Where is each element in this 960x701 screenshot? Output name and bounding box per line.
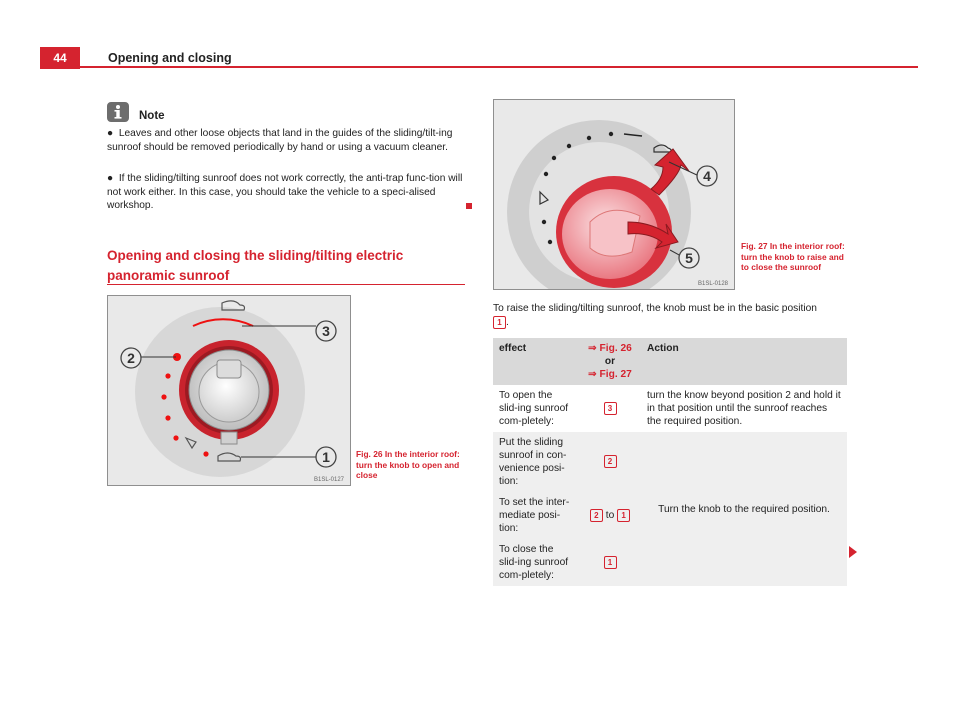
table-row [493, 432, 847, 492]
sunroof-operations-table [493, 338, 847, 586]
row-position [579, 539, 641, 586]
position-badge: 2 [604, 455, 617, 468]
section-title: Opening and closing the sliding/tilting electric panoramic sunroof [107, 248, 404, 283]
figure-27-knob-illustration [493, 99, 735, 290]
position-badge: 3 [604, 402, 617, 415]
fig27-reference-link[interactable]: ⇒ Fig. 27 [588, 369, 632, 380]
header-or: or [604, 356, 616, 367]
row-position [579, 432, 641, 492]
position-badge: 1 [604, 556, 617, 569]
section-rule [107, 284, 465, 285]
bullet-marker: ● [107, 128, 114, 139]
note-bullet-text: If the sliding/tilting sunroof does not work correctly, the anti-trap func-tion will not work either. In this case, you should take the vehicle to a speci-alised workshop. [107, 173, 463, 212]
callout-3: 3 [322, 323, 330, 339]
row-effect: To open the slid-ing sunroof com-pletely: [493, 385, 579, 432]
position-badge: 2 [590, 509, 603, 522]
table-header-row [493, 338, 847, 385]
figure-code: B1SL-0128 [698, 281, 729, 287]
fig26-reference-link[interactable]: ⇒ Fig. 26 [588, 343, 632, 354]
end-of-section-square-icon [466, 203, 472, 209]
callout-5: 5 [685, 250, 693, 266]
figure-code: B1SL-0127 [314, 477, 345, 483]
page-number: 44 [40, 47, 80, 69]
position-badge: 1 [493, 316, 506, 329]
note-bullet [107, 127, 465, 154]
figure-26-caption: Fig. 26 In the interior roof: turn the knob to open and close [356, 449, 460, 480]
row-effect: To set the inter-mediate posi-tion: [493, 492, 579, 539]
callout-4: 4 [703, 168, 711, 184]
position-badge: 1 [617, 509, 630, 522]
note-title: Note [139, 110, 165, 122]
header-rule [40, 66, 918, 68]
merged-action: Turn the knob to the required position. [641, 432, 847, 586]
intro-end: . [506, 316, 509, 328]
info-note-icon [107, 102, 129, 122]
header-action: Action [641, 338, 847, 385]
continue-arrow-icon [849, 546, 857, 558]
note-bullet-text: Leaves and other loose objects that land in the guides of the sliding/tilt-ing sunroof should be removed periodically by hand or using a vacuum cleaner. [107, 128, 453, 153]
intro-text: To raise the sliding/tilting sunroof, the knob must be in the basic position [493, 303, 817, 314]
row-position [579, 385, 641, 432]
header-figure-refs [579, 338, 641, 385]
figure-27-caption: Fig. 27 In the interior roof: turn the knob to raise and to close the sunroof [741, 241, 845, 272]
callout-1: 1 [322, 449, 330, 465]
header-effect: effect [493, 338, 579, 385]
bullet-marker: ● [107, 173, 114, 184]
position-to-word: to [605, 510, 615, 522]
row-effect: To close the slid-ing sunroof com-pletely: [493, 539, 579, 586]
figure-26-knob-illustration [107, 295, 351, 486]
row-action: turn the know beyond position 2 and hold it in that position until the sunroof reaches the required position. [641, 385, 847, 432]
callout-2: 2 [127, 350, 135, 366]
table-row [493, 385, 847, 432]
note-bullet [107, 172, 465, 213]
running-header-title: Opening and closing [108, 51, 232, 65]
row-effect: Put the sliding sunroof in con-venience posi-tion: [493, 432, 579, 492]
intro-paragraph [493, 302, 853, 329]
row-position [579, 492, 641, 539]
